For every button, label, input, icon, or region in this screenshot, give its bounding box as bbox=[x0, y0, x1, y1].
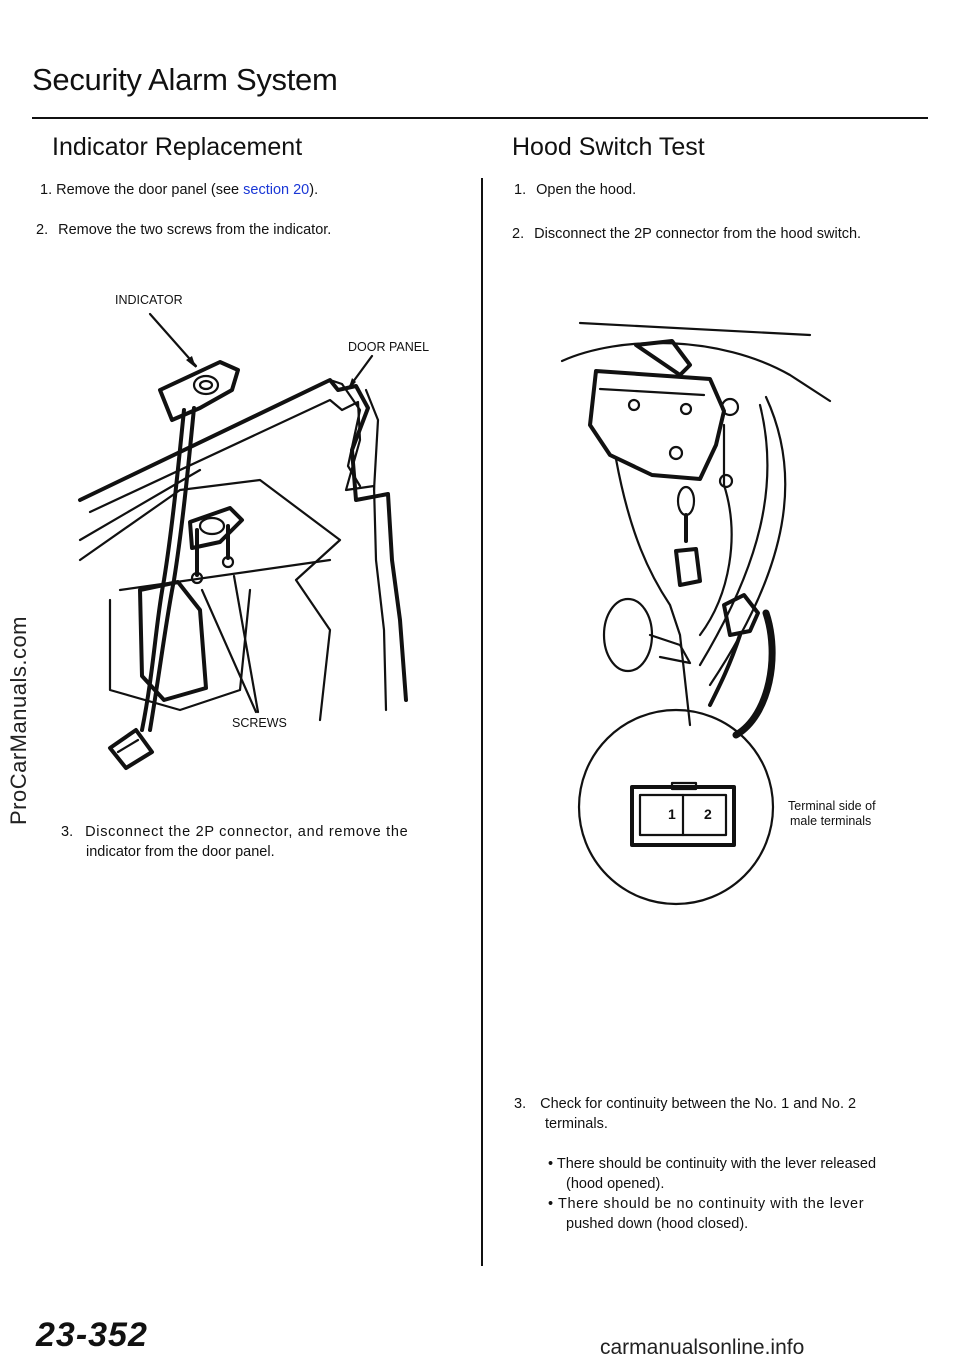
left-step-3 bbox=[61, 822, 456, 862]
door-panel-label: DOOR PANEL bbox=[348, 340, 430, 354]
section-20-link[interactable]: section 20 bbox=[243, 182, 310, 198]
bullet-2-line1: • There should be no continuity with the lever bbox=[548, 1196, 865, 1212]
indicator-replacement-heading: Indicator Replacement bbox=[52, 133, 303, 161]
screws-label: SCREWS bbox=[232, 716, 287, 730]
indicator-label: INDICATOR bbox=[115, 293, 183, 307]
left-step-3-num: 3. bbox=[61, 824, 74, 840]
left-step-2-text: Remove the two screws from the indicator. bbox=[58, 222, 332, 238]
right-step-3-line2: terminals. bbox=[545, 1116, 608, 1132]
right-step-3 bbox=[514, 1094, 914, 1134]
right-step-2 bbox=[512, 224, 861, 244]
right-step-3-num: 3. bbox=[514, 1096, 527, 1112]
left-step-2 bbox=[36, 220, 331, 240]
left-step-1-text-a: Remove the door panel (see bbox=[56, 182, 244, 198]
bullet-1-line2: (hood opened). bbox=[566, 1176, 665, 1192]
terminal-pin-2: 2 bbox=[704, 806, 712, 822]
left-step-1 bbox=[40, 180, 318, 200]
page-title: Security Alarm System bbox=[32, 62, 338, 97]
page-number: 23-352 bbox=[36, 1316, 148, 1354]
left-step-3-line2: indicator from the door panel. bbox=[86, 844, 275, 860]
bullet-1-line1: • There should be continuity with the lever released bbox=[548, 1156, 877, 1172]
continuity-bullet-1 bbox=[548, 1154, 918, 1194]
side-watermark: ProCarManuals.com bbox=[6, 615, 31, 825]
left-step-2-num: 2. bbox=[36, 222, 49, 238]
title-rule bbox=[32, 117, 928, 119]
footer-site: carmanualsonline.info bbox=[600, 1336, 805, 1359]
terminal-side-label bbox=[788, 799, 876, 829]
right-step-1 bbox=[514, 180, 636, 200]
right-step-1-text: Open the hood. bbox=[536, 182, 637, 198]
right-step-2-text: Disconnect the 2P connector from the hood switch. bbox=[534, 226, 862, 242]
indicator-door-illustration bbox=[60, 290, 480, 790]
terminal-side-label-line1: Terminal side of bbox=[788, 799, 876, 813]
column-divider bbox=[481, 178, 483, 1266]
bullet-2-line2: pushed down (hood closed). bbox=[566, 1216, 749, 1232]
right-step-1-num: 1. bbox=[514, 182, 527, 198]
terminal-pin-1: 1 bbox=[668, 806, 676, 822]
right-step-3-line1: Check for continuity between the No. 1 and No. 2 bbox=[540, 1096, 857, 1112]
continuity-bullet-2 bbox=[548, 1194, 918, 1234]
hood-switch-test-heading: Hood Switch Test bbox=[512, 133, 705, 161]
left-step-3-line1: Disconnect the 2P connector, and remove the bbox=[85, 824, 409, 840]
left-step-1-text-b: ). bbox=[309, 182, 319, 198]
right-step-2-num: 2. bbox=[512, 226, 525, 242]
terminal-side-label-line2: male terminals bbox=[790, 814, 872, 828]
left-step-1-num: 1. bbox=[40, 182, 53, 198]
